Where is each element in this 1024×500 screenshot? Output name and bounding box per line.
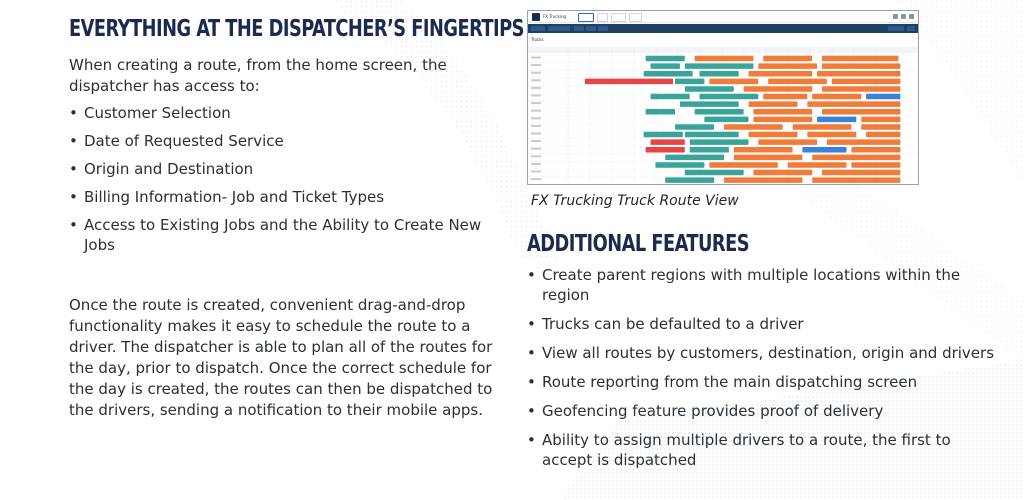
list-item: • Access to Existing Jobs and the Ability to Create New Jobs	[69, 215, 499, 255]
right-column	[527, 10, 997, 479]
gantt-row-label	[531, 155, 541, 157]
gantt-route-bar	[724, 124, 783, 130]
gantt-route-bar	[749, 101, 798, 107]
gantt-row-label	[531, 110, 541, 112]
gantt-route-bar	[734, 155, 803, 161]
screenshot-tab	[611, 13, 625, 22]
gantt-route-bar	[665, 177, 714, 183]
gantt-route-bar	[749, 71, 813, 77]
gantt-route-bar	[763, 56, 812, 62]
gantt-row-label	[531, 140, 541, 142]
gantt-route-bar	[695, 109, 744, 115]
additional-features-list	[527, 265, 997, 470]
gantt-route-bar	[861, 124, 900, 130]
dispatcher-access-list	[69, 103, 499, 255]
gantt-route-bar	[753, 117, 812, 123]
screenshot-topbar	[528, 11, 918, 23]
gantt-row-label	[531, 178, 541, 180]
gantt-route-bar	[866, 94, 900, 100]
list-item: • Billing Information- Job and Ticket Types	[69, 187, 499, 207]
gantt-route-bar	[646, 109, 675, 115]
screenshot-tab	[597, 13, 609, 22]
gantt-route-bar	[685, 170, 744, 176]
gantt-route-bar	[763, 94, 807, 100]
route-gantt-chart	[528, 47, 918, 184]
gantt-route-bar	[832, 79, 901, 85]
gantt-route-bar	[680, 101, 739, 107]
gantt-route-bar	[807, 132, 856, 138]
gantt-route-bar	[724, 177, 802, 183]
gantt-route-bar	[690, 147, 729, 153]
gantt-row-label	[531, 72, 541, 74]
gantt-route-bar	[709, 162, 778, 168]
screenshot-toolbar-button	[888, 26, 904, 31]
gantt-route-bar	[851, 147, 900, 153]
screenshot-section-title: Trucks	[531, 37, 544, 42]
route-description: Once the route is created, convenient drag-and-drop functionality makes it easy to schedule the route to a driver. The dispatcher is able to plan all of the routes for the day, prior to dispatch. Once the correct schedule for the day is created, the routes can then be dispatched to the drivers, sending a notification to their mobile apps.	[69, 296, 493, 419]
gantt-row-label	[531, 148, 541, 150]
gantt-route-bar	[646, 147, 685, 153]
gantt-row-label	[531, 57, 541, 59]
gantt-route-bar	[753, 170, 812, 176]
user-icon	[909, 14, 914, 19]
gantt-route-bar	[851, 162, 900, 168]
screenshot-tab	[629, 13, 642, 22]
gantt-row-label	[531, 163, 541, 165]
gantt-header	[528, 47, 918, 53]
gantt-route-bar	[812, 177, 900, 183]
gantt-route-bar	[749, 132, 798, 138]
gantt-route-bar	[744, 86, 813, 92]
list-item: • Ability to assign multiple drivers to a route, the first to accept is dispatched	[527, 430, 997, 470]
gantt-route-bar	[675, 79, 704, 85]
screenshot-toolbar-button	[907, 26, 915, 31]
left-column	[69, 14, 524, 421]
gantt-route-bar	[695, 56, 754, 62]
gantt-route-bar	[807, 101, 900, 107]
gantt-route-bar	[734, 147, 793, 153]
gantt-route-bar	[817, 71, 900, 77]
gantt-route-bar	[700, 94, 759, 100]
gantt-route-bar	[685, 86, 734, 92]
gantt-row-label	[531, 95, 541, 97]
gantt-route-bar	[675, 124, 714, 130]
screenshot-tab	[578, 13, 594, 22]
screenshot-toolbar-button	[598, 26, 608, 31]
gantt-route-bar	[758, 139, 817, 145]
gantt-route-bar	[827, 139, 901, 145]
app-logo-icon	[532, 13, 540, 21]
bell-icon	[893, 14, 898, 19]
gantt-route-bar	[758, 63, 817, 69]
gantt-route-bar	[685, 132, 739, 138]
screenshot-toolbar-button	[531, 26, 545, 31]
gantt-route-bar	[812, 94, 861, 100]
gantt-row-label	[531, 171, 541, 173]
gantt-route-bar	[704, 117, 748, 123]
gantt-route-bar	[861, 117, 900, 123]
gantt-route-bar	[651, 139, 685, 145]
list-item: • Origin and Destination	[69, 159, 499, 179]
additional-features-heading: ADDITIONAL FEATURES	[527, 231, 750, 257]
screenshot-toolbar-icons	[893, 14, 914, 19]
dispatcher-heading: EVERYTHING AT THE DISPATCHER’S FINGERTIPS	[69, 16, 524, 42]
gear-icon	[901, 14, 906, 19]
gantt-route-bar	[700, 71, 739, 77]
list-item: • Customer Selection	[69, 103, 499, 123]
screenshot-filter-row	[531, 42, 532, 46]
dispatcher-intro: When creating a route, from the home screen, the dispatcher has access to:	[69, 56, 447, 95]
screenshot-tabs	[578, 13, 642, 22]
list-item: • Date of Requested Service	[69, 131, 499, 151]
screenshot-app-title: FX Trucking	[543, 14, 567, 19]
gantt-route-bar	[644, 71, 693, 77]
gantt-route-bar	[651, 63, 680, 69]
gantt-row-label	[531, 125, 541, 127]
gantt-route-bar	[822, 56, 898, 62]
gantt-row-label	[531, 102, 541, 104]
screenshot-toolbar-button	[548, 26, 570, 31]
list-item: • Geofencing feature provides proof of delivery	[527, 401, 997, 421]
gantt-route-bar	[768, 79, 827, 85]
screenshot-toolbar-button	[586, 26, 596, 31]
gantt-route-bar	[812, 155, 900, 161]
gantt-route-bar	[788, 162, 847, 168]
gantt-row-label	[531, 87, 541, 89]
list-item: • Route reporting from the main dispatching screen	[527, 372, 997, 392]
gantt-route-bar	[690, 139, 749, 145]
gantt-route-bar	[753, 109, 812, 115]
screenshot-action-toolbar	[528, 24, 918, 33]
gantt-route-bar	[651, 94, 690, 100]
gantt-row-label	[531, 133, 541, 135]
gantt-route-bar	[822, 170, 900, 176]
gantt-route-bar	[817, 117, 856, 123]
gantt-route-bar	[665, 155, 724, 161]
gantt-route-bar	[866, 132, 900, 138]
gantt-route-bar	[644, 132, 683, 138]
gantt-route-bar	[585, 79, 673, 85]
gantt-route-bar	[685, 63, 754, 69]
gantt-row-label	[531, 79, 541, 81]
list-item: • Create parent regions with multiple locations within the region	[527, 265, 997, 305]
gantt-route-bar	[802, 147, 846, 153]
screenshot-caption: FX Trucking Truck Route View	[531, 193, 739, 209]
gantt-row-label	[531, 64, 541, 66]
gantt-route-bar	[646, 56, 685, 62]
list-item: • View all routes by customers, destination, origin and drivers	[527, 343, 997, 363]
gantt-route-bar	[822, 109, 900, 115]
gantt-row-label	[531, 117, 541, 119]
truck-route-screenshot	[527, 10, 919, 185]
screenshot-toolbar-button	[574, 26, 584, 31]
gantt-route-bar	[655, 162, 704, 168]
gantt-route-bar	[822, 86, 900, 92]
gantt-route-bar	[709, 79, 758, 85]
gantt-route-bar	[793, 124, 852, 130]
gantt-route-bar	[822, 63, 900, 69]
list-item: • Trucks can be defaulted to a driver	[527, 314, 997, 334]
